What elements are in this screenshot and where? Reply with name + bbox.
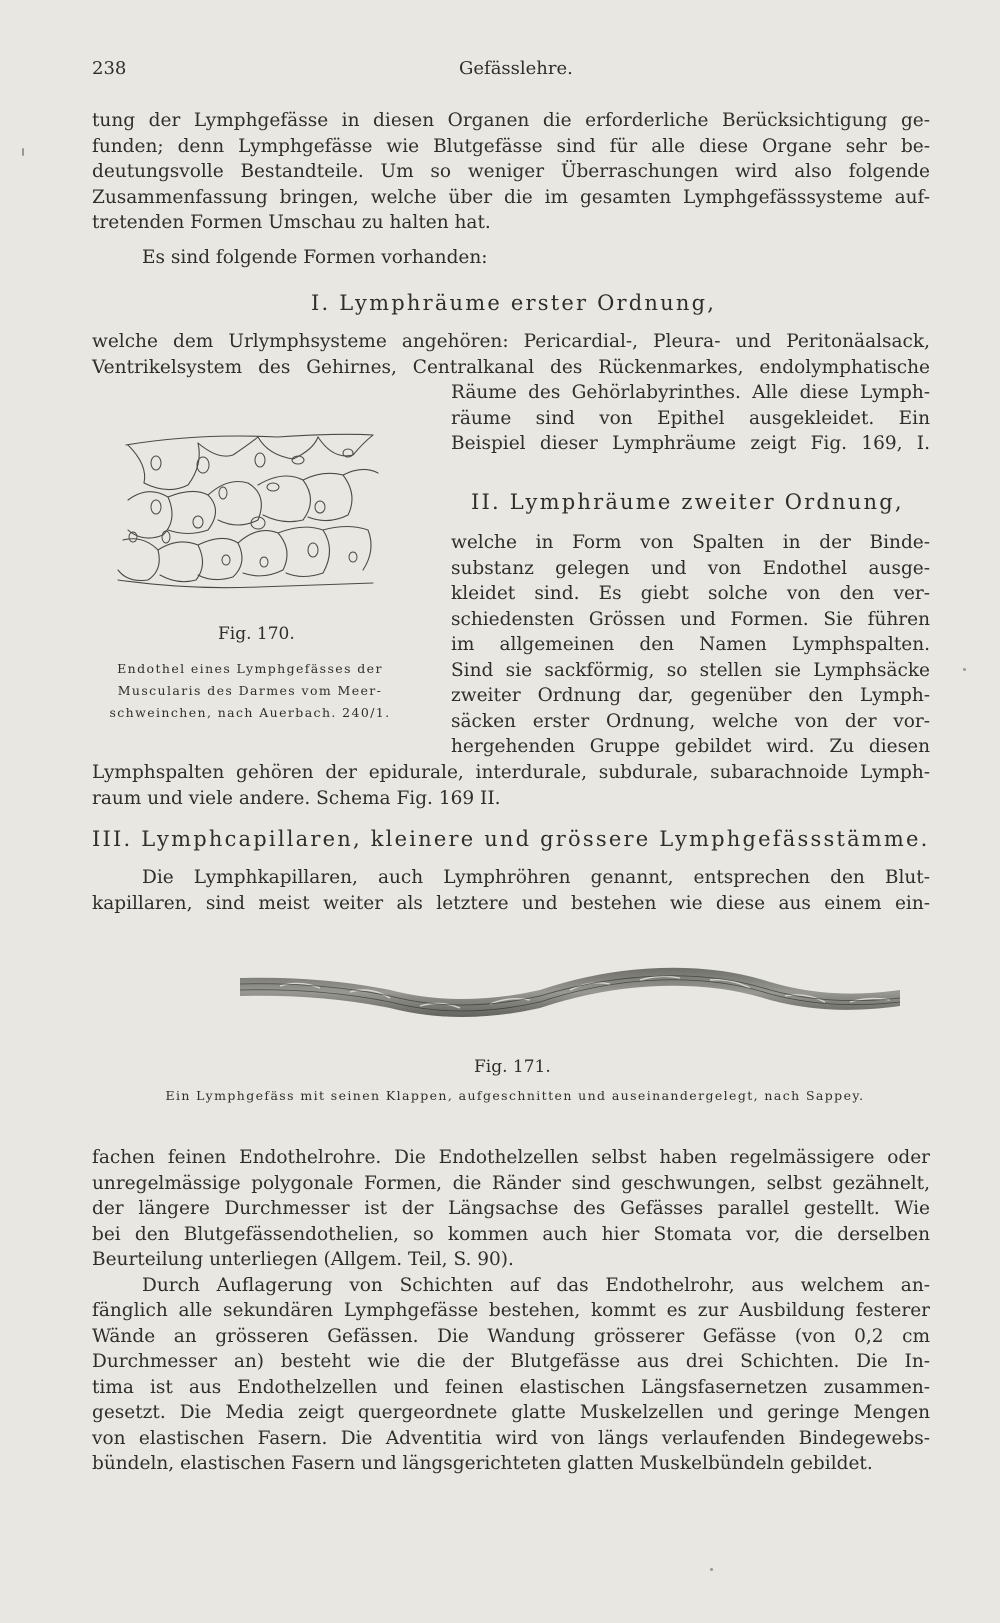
section1-side-paragraph [451, 380, 930, 457]
text-line: der längere Durchmesser ist der Längsachse des Gefässes parallel gestellt. Wie [92, 1198, 930, 1219]
page-number: 238 [92, 58, 127, 79]
section2-side-paragraph [451, 530, 930, 760]
text-line: Durchmesser an) besteht wie die der Blutgefässe aus drei Schichten. Die In- [92, 1351, 930, 1372]
text-line: tretenden Formen Umschau zu halten hat. [92, 212, 491, 233]
caption-line: Endothel eines Lymphgefässes der [117, 661, 383, 676]
figure-171-caption: Ein Lymphgefäss mit seinen Klappen, aufgeschnitten und auseinandergelegt, nach Sappey. [165, 1088, 865, 1103]
text-line: Wände an grösseren Gefässen. Die Wandung grösserer Gefässe (von 0,2 cm [92, 1325, 930, 1347]
section-title: Lymphcapillaren, kleinere und grössere Lymphgefässstämme. [141, 827, 930, 851]
text-line: funden; denn Lymphgefässe wie Blutgefässe sind für alle diese Organe sehr be- [92, 135, 930, 157]
text-line: Zusammenfassung bringen, welche über die im gesamten Lymphgefässsysteme auf- [92, 186, 930, 208]
text-line: kapillaren, sind meist weiter als letztere und bestehen wie diese aus einem ein- [92, 892, 930, 914]
text-line: tung der Lymphgefässe in diesen Organen die erforderliche Berücksichtigung ge- [92, 110, 930, 131]
text-line: zweiter Ordnung dar, gegenüber den Lymph- [451, 685, 930, 706]
caption-line: schweinchen, nach Auerbach. 240/1. [109, 705, 391, 720]
text-line: fachen feinen Endothelrohre. Die Endothelzellen selbst haben regelmässigere oder [92, 1147, 930, 1168]
text-line: Beispiel dieser Lymphräume zeigt Fig. 169, I. [451, 433, 930, 454]
text-line: Sind sie sackförmig, so stellen sie Lymphsäcke [451, 659, 930, 681]
intro-paragraph [92, 108, 930, 236]
figure-171-lymph-vessel-illustration [240, 960, 900, 1040]
intro-sentence: Es sind folgende Formen vorhanden: [142, 247, 488, 268]
text-line: Ventrikelsystem des Gehirnes, Centralkanal des Rückenmarkes, endolymphatische [92, 356, 930, 378]
text-line: bei den Blutgefässendothelien, so kommen auch hier Stomata vor, die derselben [92, 1223, 930, 1245]
text-line: deutungsvolle Bestandteile. Um so weniger Überraschungen wird also folgende [92, 161, 930, 182]
figure-170-caption [90, 658, 410, 724]
running-title: Gefässlehre. [459, 58, 573, 79]
text-line: hergehenden Gruppe gebildet wird. Zu diesen [451, 736, 930, 757]
section-number: III. [92, 827, 133, 851]
paper-speck [710, 1568, 713, 1571]
section-heading-1 [311, 291, 716, 315]
text-line: Durch Auflagerung von Schichten auf das Endothelrohr, aus welchem an- [142, 1274, 930, 1296]
section-heading-3 [92, 827, 930, 851]
text-line: von elastischen Fasern. Die Adventitia wird von längs verlaufenden Bindegewebs- [92, 1427, 930, 1449]
text-line: unregelmässige polygonale Formen, die Ränder sind geschwungen, selbst gezähnelt, [92, 1172, 930, 1194]
section-number: II. [471, 490, 501, 514]
text-line: bündeln, elastischen Fasern und längsgerichteten glatten Muskelbündeln gebildet. [92, 1453, 873, 1474]
section1-paragraph [92, 329, 930, 380]
closing-paragraph [92, 1145, 930, 1477]
text-line: tima ist aus Endothelzellen und feinen elastischen Längsfasernetzen zusammen- [92, 1376, 930, 1398]
text-line: substanz gelegen und von Endothel ausge- [451, 557, 930, 579]
text-line: schiedensten Grössen und Formen. Sie führen [451, 608, 930, 630]
text-line: Beurteilung unterliegen (Allgem. Teil, S. 90). [92, 1249, 514, 1270]
text-line: Die Lymphkapillaren, auch Lymphröhren genannt, entsprechen den Blut- [142, 867, 930, 888]
paper-speck [22, 148, 24, 156]
text-line: raum und viele andere. Schema Fig. 169 II. [92, 787, 501, 809]
text-line: gesetzt. Die Media zeigt quergeordnete glatte Muskelzellen und geringe Mengen [92, 1402, 930, 1423]
text-line: welche in Form von Spalten in der Binde- [451, 532, 930, 553]
section3-paragraph [92, 865, 930, 916]
text-line: kleidet sind. Es giebt solche von den ver- [451, 583, 930, 604]
text-line: räume sind von Epithel ausgekleidet. Ein [451, 407, 930, 429]
figure-171-label: Fig. 171. [474, 1057, 551, 1077]
text-line: säcken erster Ordnung, welche von der vor- [451, 710, 930, 732]
text-line: Lymphspalten gehören der epidurale, interdurale, subdurale, subarachnoide Lymph- [92, 762, 930, 783]
text-line: Räume des Gehörlabyrinthes. Alle diese Lymph- [451, 382, 930, 403]
caption-line: Muscularis des Darmes vom Meer- [117, 683, 383, 698]
section-heading-2 [471, 490, 904, 514]
text-line: welche dem Urlymphsysteme angehören: Pericardial-, Pleura- und Peritonäalsack, [92, 331, 930, 352]
section-title: Lymphräume zweiter Ordnung, [509, 490, 904, 514]
text-line: fänglich alle sekundären Lymphgefässe bestehen, kommt es zur Ausbildung festerer [92, 1300, 930, 1321]
section-title: Lymphräume erster Ordnung, [339, 291, 717, 315]
section2-paragraph [92, 760, 930, 811]
paper-speck [963, 668, 966, 671]
figure-170-endothelium-illustration [108, 425, 398, 605]
figure-170-label: Fig. 170. [218, 624, 295, 644]
section-number: I. [311, 291, 331, 315]
text-line: im allgemeinen den Namen Lymphspalten. [451, 634, 930, 655]
